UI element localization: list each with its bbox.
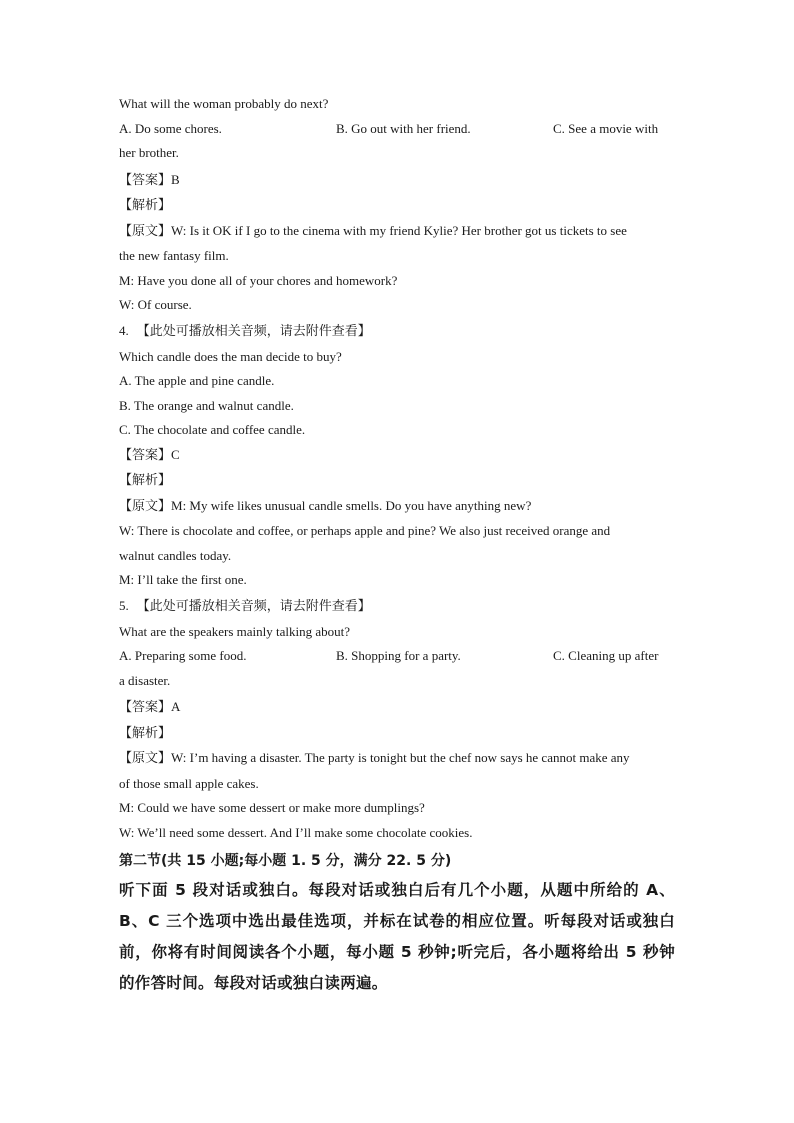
transcript-line: walnut candles today. bbox=[119, 547, 232, 563]
option-b: B. Go out with her friend. bbox=[336, 120, 471, 136]
section-heading: 第二节(共 15 小题;每小题 1. 5 分，满分 22. 5 分) bbox=[119, 853, 452, 869]
option-c: C. See a movie with bbox=[553, 120, 659, 136]
option-c-wrap: her brother. bbox=[119, 145, 179, 160]
option-c: C. The chocolate and coffee candle. bbox=[119, 422, 306, 437]
document-page bbox=[119, 92, 675, 999]
option-a: A. Do some chores. bbox=[119, 120, 222, 136]
analysis-line bbox=[119, 193, 675, 219]
transcript-line: 【原文】W: I’m having a disaster. The party is tonight but the chef now says he cannot make any bbox=[119, 750, 630, 766]
analysis-tag: 【解析】 bbox=[119, 473, 172, 488]
question-5-options bbox=[119, 644, 675, 669]
transcript-line: W: Of course. bbox=[119, 297, 192, 312]
option-a: A. Preparing some food. bbox=[119, 648, 247, 663]
transcript-tag: 【原文】 bbox=[119, 498, 172, 514]
question-3-options bbox=[119, 117, 675, 142]
option-c: C. Cleaning up after bbox=[553, 648, 659, 663]
question-5-header bbox=[119, 593, 675, 620]
transcript-line: 【原文】W: Is it OK if I go to the cinema with my friend Kylie? Her brother got us tickets to see bbox=[119, 222, 627, 239]
question-4-text: Which candle does the man decide to buy? bbox=[119, 348, 342, 364]
question-number: 5. bbox=[119, 597, 129, 613]
transcript-line: M: Could we have some dessert or make more dumplings? bbox=[119, 800, 425, 815]
analysis-line bbox=[119, 468, 675, 494]
question-number: 4. bbox=[119, 322, 129, 338]
transcript-line: of those small apple cakes. bbox=[119, 775, 259, 791]
answer-value: C bbox=[171, 446, 180, 462]
question-3-text: What will the woman probably do next? bbox=[119, 96, 329, 111]
analysis-tag: 【解析】 bbox=[119, 198, 172, 213]
transcript-line: 【原文】M: My wife likes unusual candle smells. Do you have anything new? bbox=[119, 497, 532, 514]
analysis-tag: 【解析】 bbox=[119, 725, 172, 741]
option-c-wrap: a disaster. bbox=[119, 672, 171, 688]
option-b: B. Shopping for a party. bbox=[336, 648, 461, 663]
section-instructions: 听下面 5 段对话或独白。每段对话或独白后有几个小题，从题中所给的 A、B、C 三个选项中选出最佳选项，并标在试卷的相应位置。听每段对话或独白前，你将有时间阅读各个小题，每小题 5 秒钟;听完后，各小题将给出 5 秒钟的作答时间。每段对话或独白读两遍。 bbox=[119, 881, 675, 992]
answer-tag: 【答案】 bbox=[119, 447, 172, 463]
transcript-line: M: I’ll take the first one. bbox=[119, 572, 247, 587]
transcript-line: M: Have you done all of your chores and homework? bbox=[119, 272, 398, 288]
answer-line bbox=[119, 168, 675, 194]
answer-value: A bbox=[171, 699, 181, 714]
transcript-tag: 【原文】 bbox=[119, 751, 172, 766]
option-b: B. The orange and walnut candle. bbox=[119, 397, 294, 413]
transcript-line: W: We’ll need some dessert. And I’ll make some chocolate cookies. bbox=[119, 824, 473, 840]
answer-line bbox=[119, 695, 675, 721]
question-5-text: What are the speakers mainly talking about? bbox=[119, 623, 351, 639]
transcript-line: W: There is chocolate and coffee, or perhaps apple and pine? We also just received orange and bbox=[119, 523, 611, 538]
audio-note[interactable]: 【此处可播放相关音频，请去附件查看】 bbox=[136, 323, 371, 339]
question-4-header bbox=[119, 318, 675, 345]
analysis-line bbox=[119, 721, 675, 747]
transcript-line: the new fantasy film. bbox=[119, 248, 229, 263]
option-a: A. The apple and pine candle. bbox=[119, 373, 275, 388]
audio-note[interactable]: 【此处可播放相关音频，请去附件查看】 bbox=[136, 598, 371, 614]
answer-line bbox=[119, 443, 675, 469]
answer-tag: 【答案】 bbox=[119, 172, 172, 188]
transcript-tag: 【原文】 bbox=[119, 223, 172, 239]
answer-value: B bbox=[171, 171, 180, 187]
answer-tag: 【答案】 bbox=[119, 700, 172, 715]
